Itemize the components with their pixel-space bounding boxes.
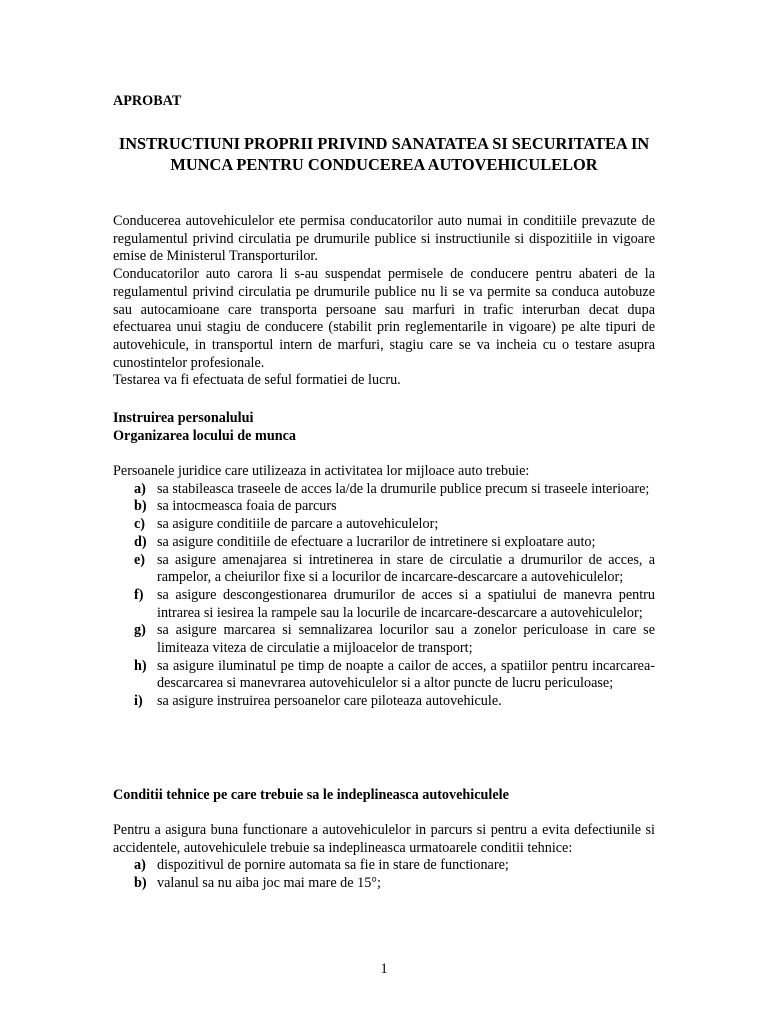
- list-item-text: sa asigure descongestionarea drumurilor de acces si a spatiului de manevra pentru intrarea si iesirea la rampele sau la locurile de incarcare-descarcare a autovehiculelor;: [157, 586, 655, 621]
- list-marker: d): [134, 533, 147, 550]
- list-item-text: sa asigure amenajarea si intretinerea in stare de circulatie a drumurilor de acces, a rampelor, a cheiurilor fixe si a locurilor de incarcare-descarcare a autovehiculelor;: [157, 551, 655, 586]
- intro-section: [113, 213, 655, 390]
- list-item: [113, 693, 655, 711]
- list-item-text: dispozitivul de pornire automata sa fie in stare de functionare;: [157, 857, 509, 874]
- list-marker: b): [134, 875, 147, 892]
- list-marker: g): [134, 622, 146, 639]
- list-item-text: valanul sa nu aiba joc mai mare de 15°;: [157, 875, 381, 892]
- training-section: [113, 410, 655, 445]
- list-item: [113, 622, 655, 657]
- technical-list: [113, 857, 655, 892]
- technical-lead: Pentru a asigura buna functionare a autovehiculelor in parcurs si pentru a evita defectiunile si accidentele, autovehiculele trebuie sa indeplineasca urmatoarele conditii tehnice:: [113, 822, 655, 856]
- list-item: [113, 552, 655, 587]
- list-item: [113, 875, 655, 893]
- intro-paragraph-3: Testarea va fi efectuata de seful formatiei de lucru.: [113, 372, 401, 389]
- list-marker: f): [134, 586, 144, 603]
- section-heading-technical: Conditii tehnice pe care trebuie sa le indeplineasca autovehiculele: [113, 787, 509, 803]
- list-item: [113, 481, 655, 499]
- list-item: [113, 658, 655, 693]
- list-marker: e): [134, 551, 146, 568]
- page-number: 1: [380, 961, 388, 977]
- requirements-list: [113, 481, 655, 711]
- technical-conditions-section: [113, 787, 655, 805]
- list-marker: b): [134, 498, 147, 515]
- list-item: [113, 498, 655, 516]
- list-item-text: sa intocmeasca foaia de parcurs: [157, 498, 337, 515]
- list-marker: a): [134, 857, 146, 874]
- technical-conditions: [113, 822, 655, 893]
- list-marker: c): [134, 516, 146, 533]
- list-item-text: sa asigure conditiile de efectuare a lucrarilor de intretinere si exploatare auto;: [157, 533, 596, 550]
- list-marker: h): [134, 657, 147, 674]
- list-item-text: sa asigure instruirea persoanelor care piloteaza autovehicule.: [157, 693, 502, 710]
- list-item-text: sa stabileasca traseele de acces la/de la drumurile publice precum si traseele interioare;: [157, 480, 650, 497]
- document-title: INSTRUCTIUNI PROPRII PRIVIND SANATATEA SI SECURITATEA IN MUNCA PENTRU CONDUCEREA AUTOVEHICULELOR: [118, 134, 650, 174]
- workplace-requirements: [113, 463, 655, 711]
- list-item-text: sa asigure conditiile de parcare a autovehiculelor;: [157, 516, 439, 533]
- section-heading-training: Instruirea personalului: [113, 410, 254, 426]
- requirements-lead: Persoanele juridice care utilizeaza in activitatea lor mijloace auto trebuie:: [113, 463, 530, 479]
- approval-label: APROBAT: [113, 93, 182, 109]
- intro-paragraph-2: Conducatorilor auto carora li s-au suspendat permisele de conducere pentru abateri de la regulamentul privind circulatia pe drumurile publice nu li se va permite sa conduca autobuze sau autocamioane care transporta persoane sau marfuri in trafic interurban decat dupa efectuarea unui stagiu de conducere (stabilit prin reglementarile in vigoare) pe alte tipuri de autovehicule, in transportul intern de marfuri, stagiu care se va incheia cu o testare asupra cunostintelor profesionale.: [113, 266, 655, 371]
- section-heading-workplace: Organizarea locului de munca: [113, 427, 296, 444]
- list-item: [113, 857, 655, 875]
- list-item: [113, 534, 655, 552]
- list-item: [113, 516, 655, 534]
- list-item-text: sa asigure marcarea si semnalizarea locurilor sau a zonelor periculoase in care se limiteaza viteza de circulatie a mijloacelor de transport;: [157, 622, 655, 657]
- list-marker: a): [134, 480, 146, 497]
- list-item: [113, 587, 655, 622]
- list-item-text: sa asigure iluminatul pe timp de noapte a cailor de acces, a spatiilor pentru incarcarea-descarcarea si manevrarea autovehiculelor si a altor puncte de lucru periculoase;: [157, 657, 655, 692]
- intro-paragraph-1: Conducerea autovehiculelor ete permisa conducatorilor auto numai in conditiile prevazute de regulamentul privind circulatia pe drumurile publice si instructiunile si dispozitiile in vigoare emise de Ministerul Transporturilor.: [113, 213, 655, 265]
- list-marker: i): [134, 693, 143, 710]
